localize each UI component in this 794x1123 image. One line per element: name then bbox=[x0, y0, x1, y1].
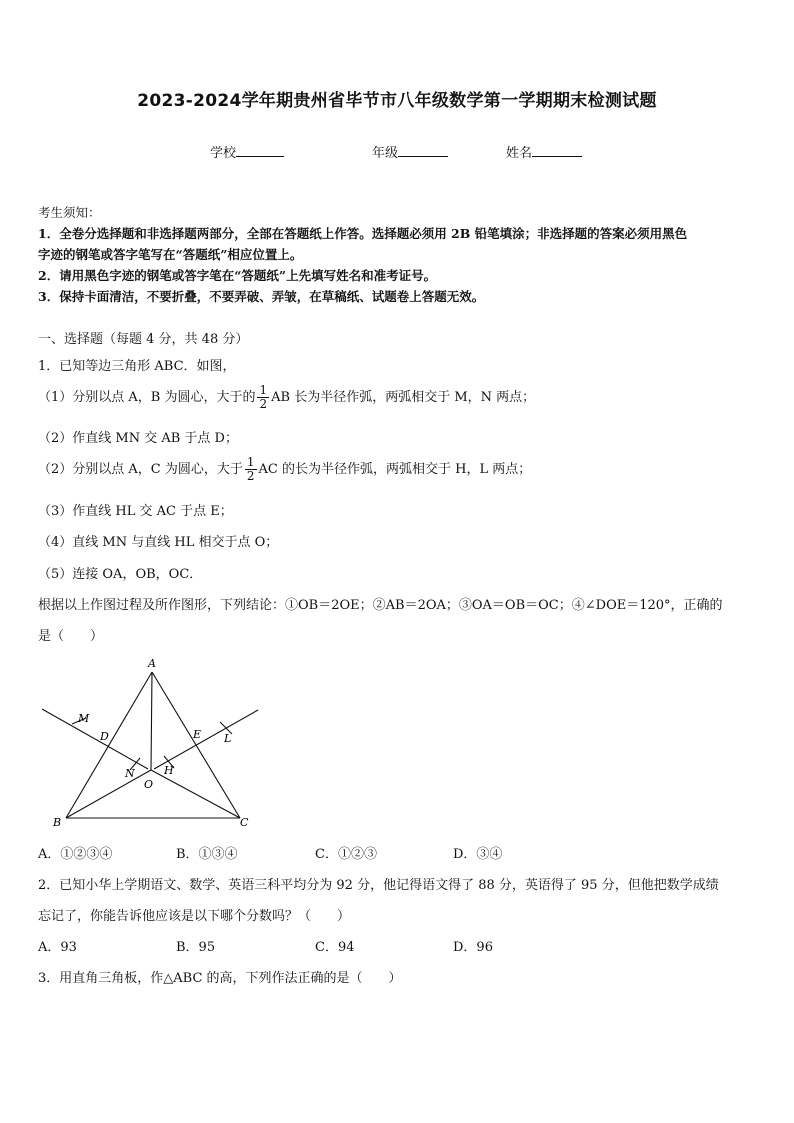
name-blank bbox=[532, 144, 582, 157]
q2-option-d[interactable]: D．96 bbox=[453, 940, 493, 955]
q1-step5: （4）直线 MN 与直线 HL 相交于点 O； bbox=[38, 535, 279, 550]
segment-ob bbox=[66, 770, 154, 818]
q1-step4: （3）作直线 HL 交 AC 于点 E； bbox=[38, 504, 233, 519]
q2-stem-cont: 忘记了，你能告诉他应该是以下哪个分数吗？（ ） bbox=[38, 909, 351, 924]
label-a: A bbox=[148, 657, 156, 670]
label-d: D bbox=[100, 730, 109, 743]
label-n: N bbox=[125, 767, 135, 780]
q1-option-c[interactable]: C．①②③ bbox=[315, 847, 377, 862]
q3-stem: 3．用直角三角板，作△ABC 的高，下列作法正确的是（ ） bbox=[38, 971, 402, 986]
q1-stem: 1．已知等边三角形 ABC．如图， bbox=[38, 359, 236, 374]
school-field bbox=[210, 142, 284, 161]
school-blank bbox=[236, 144, 284, 157]
label-o: O bbox=[144, 778, 154, 791]
segment-oc bbox=[151, 770, 240, 818]
exam-title: 2023-2024学年期贵州省毕节市八年级数学第一学期期末检测试题 bbox=[137, 91, 657, 111]
fraction: $\frac{1}{2}$ bbox=[259, 383, 268, 411]
q1-step1: （1）分别以点 A，B 为圆心，大于的 $\frac{1}{2}$ AB 长为半径作弧，两弧相交于 M，N 两点； bbox=[38, 383, 536, 411]
label-e: E bbox=[193, 728, 202, 741]
notice-item: 字迹的钢笔或答字笔写在“答题纸”相应位置上。 bbox=[38, 247, 303, 262]
q1-step2: （2）作直线 MN 交 AB 于点 D； bbox=[38, 431, 238, 446]
name-label: 姓名 bbox=[506, 146, 533, 161]
grade-field bbox=[372, 142, 448, 161]
q2-stem: 2．已知小华上学期语文、数学、英语三科平均分为 92 分，他记得语文得了 88 分，英语得了 95 分，但他把数学成绩 bbox=[38, 878, 719, 893]
q1-conclusion: 根据以上作图过程及所作图形，下列结论：①OB＝2OE；②AB＝2OA；③OA＝OB＝OC；④∠DOE＝120°，正确的 bbox=[38, 598, 723, 613]
label-l: L bbox=[224, 732, 232, 745]
grade-blank bbox=[398, 144, 448, 157]
q2-option-a[interactable]: A．93 bbox=[38, 940, 77, 955]
label-m: M bbox=[78, 712, 90, 725]
notice-item: 3．保持卡面清洁，不要折叠，不要弄破、弄皱，在草稿纸、试题卷上答题无效。 bbox=[38, 289, 485, 304]
name-field bbox=[506, 142, 582, 161]
notice-heading: 考生须知： bbox=[38, 205, 101, 220]
line-hl bbox=[154, 710, 258, 769]
q1-option-d[interactable]: D．③④ bbox=[453, 847, 503, 862]
label-c: C bbox=[240, 816, 249, 829]
q2-option-c[interactable]: C．94 bbox=[315, 940, 355, 955]
fraction: $\frac{1}{2}$ bbox=[246, 455, 255, 483]
notice-item: 1．全卷分选择题和非选择题两部分，全部在答题纸上作答。选择题必须用 2B 铅笔填涂；非选择题的答案必须用黑色 bbox=[38, 226, 688, 241]
section-heading: 一、选择题（每题 4 分，共 48 分） bbox=[38, 332, 249, 347]
grade-label: 年级 bbox=[372, 146, 399, 161]
q2-option-b[interactable]: B．95 bbox=[176, 940, 216, 955]
q1-option-b[interactable]: B．①③④ bbox=[176, 847, 238, 862]
line-mn bbox=[42, 709, 148, 769]
q1-option-a[interactable]: A．①②③④ bbox=[38, 847, 113, 862]
label-b: B bbox=[53, 816, 62, 829]
triangle-side-ab bbox=[66, 672, 152, 818]
q1-step6: （5）连接 OA，OB，OC． bbox=[38, 567, 203, 582]
school-label: 学校 bbox=[210, 146, 237, 161]
q1-conclusion-cont: 是（ ） bbox=[38, 629, 104, 644]
q1-step3: （2）分别以点 A，C 为圆心，大于 $\frac{1}{2}$ AC 的长为半径作弧，两弧相交于 H，L 两点； bbox=[38, 455, 532, 483]
notice-item: 2．请用黑色字迹的钢笔或答字笔在“答题纸”上先填写姓名和准考证号。 bbox=[38, 268, 437, 283]
geometry-figure bbox=[30, 652, 270, 832]
label-h: H bbox=[164, 764, 174, 777]
segment-oa bbox=[151, 672, 152, 770]
